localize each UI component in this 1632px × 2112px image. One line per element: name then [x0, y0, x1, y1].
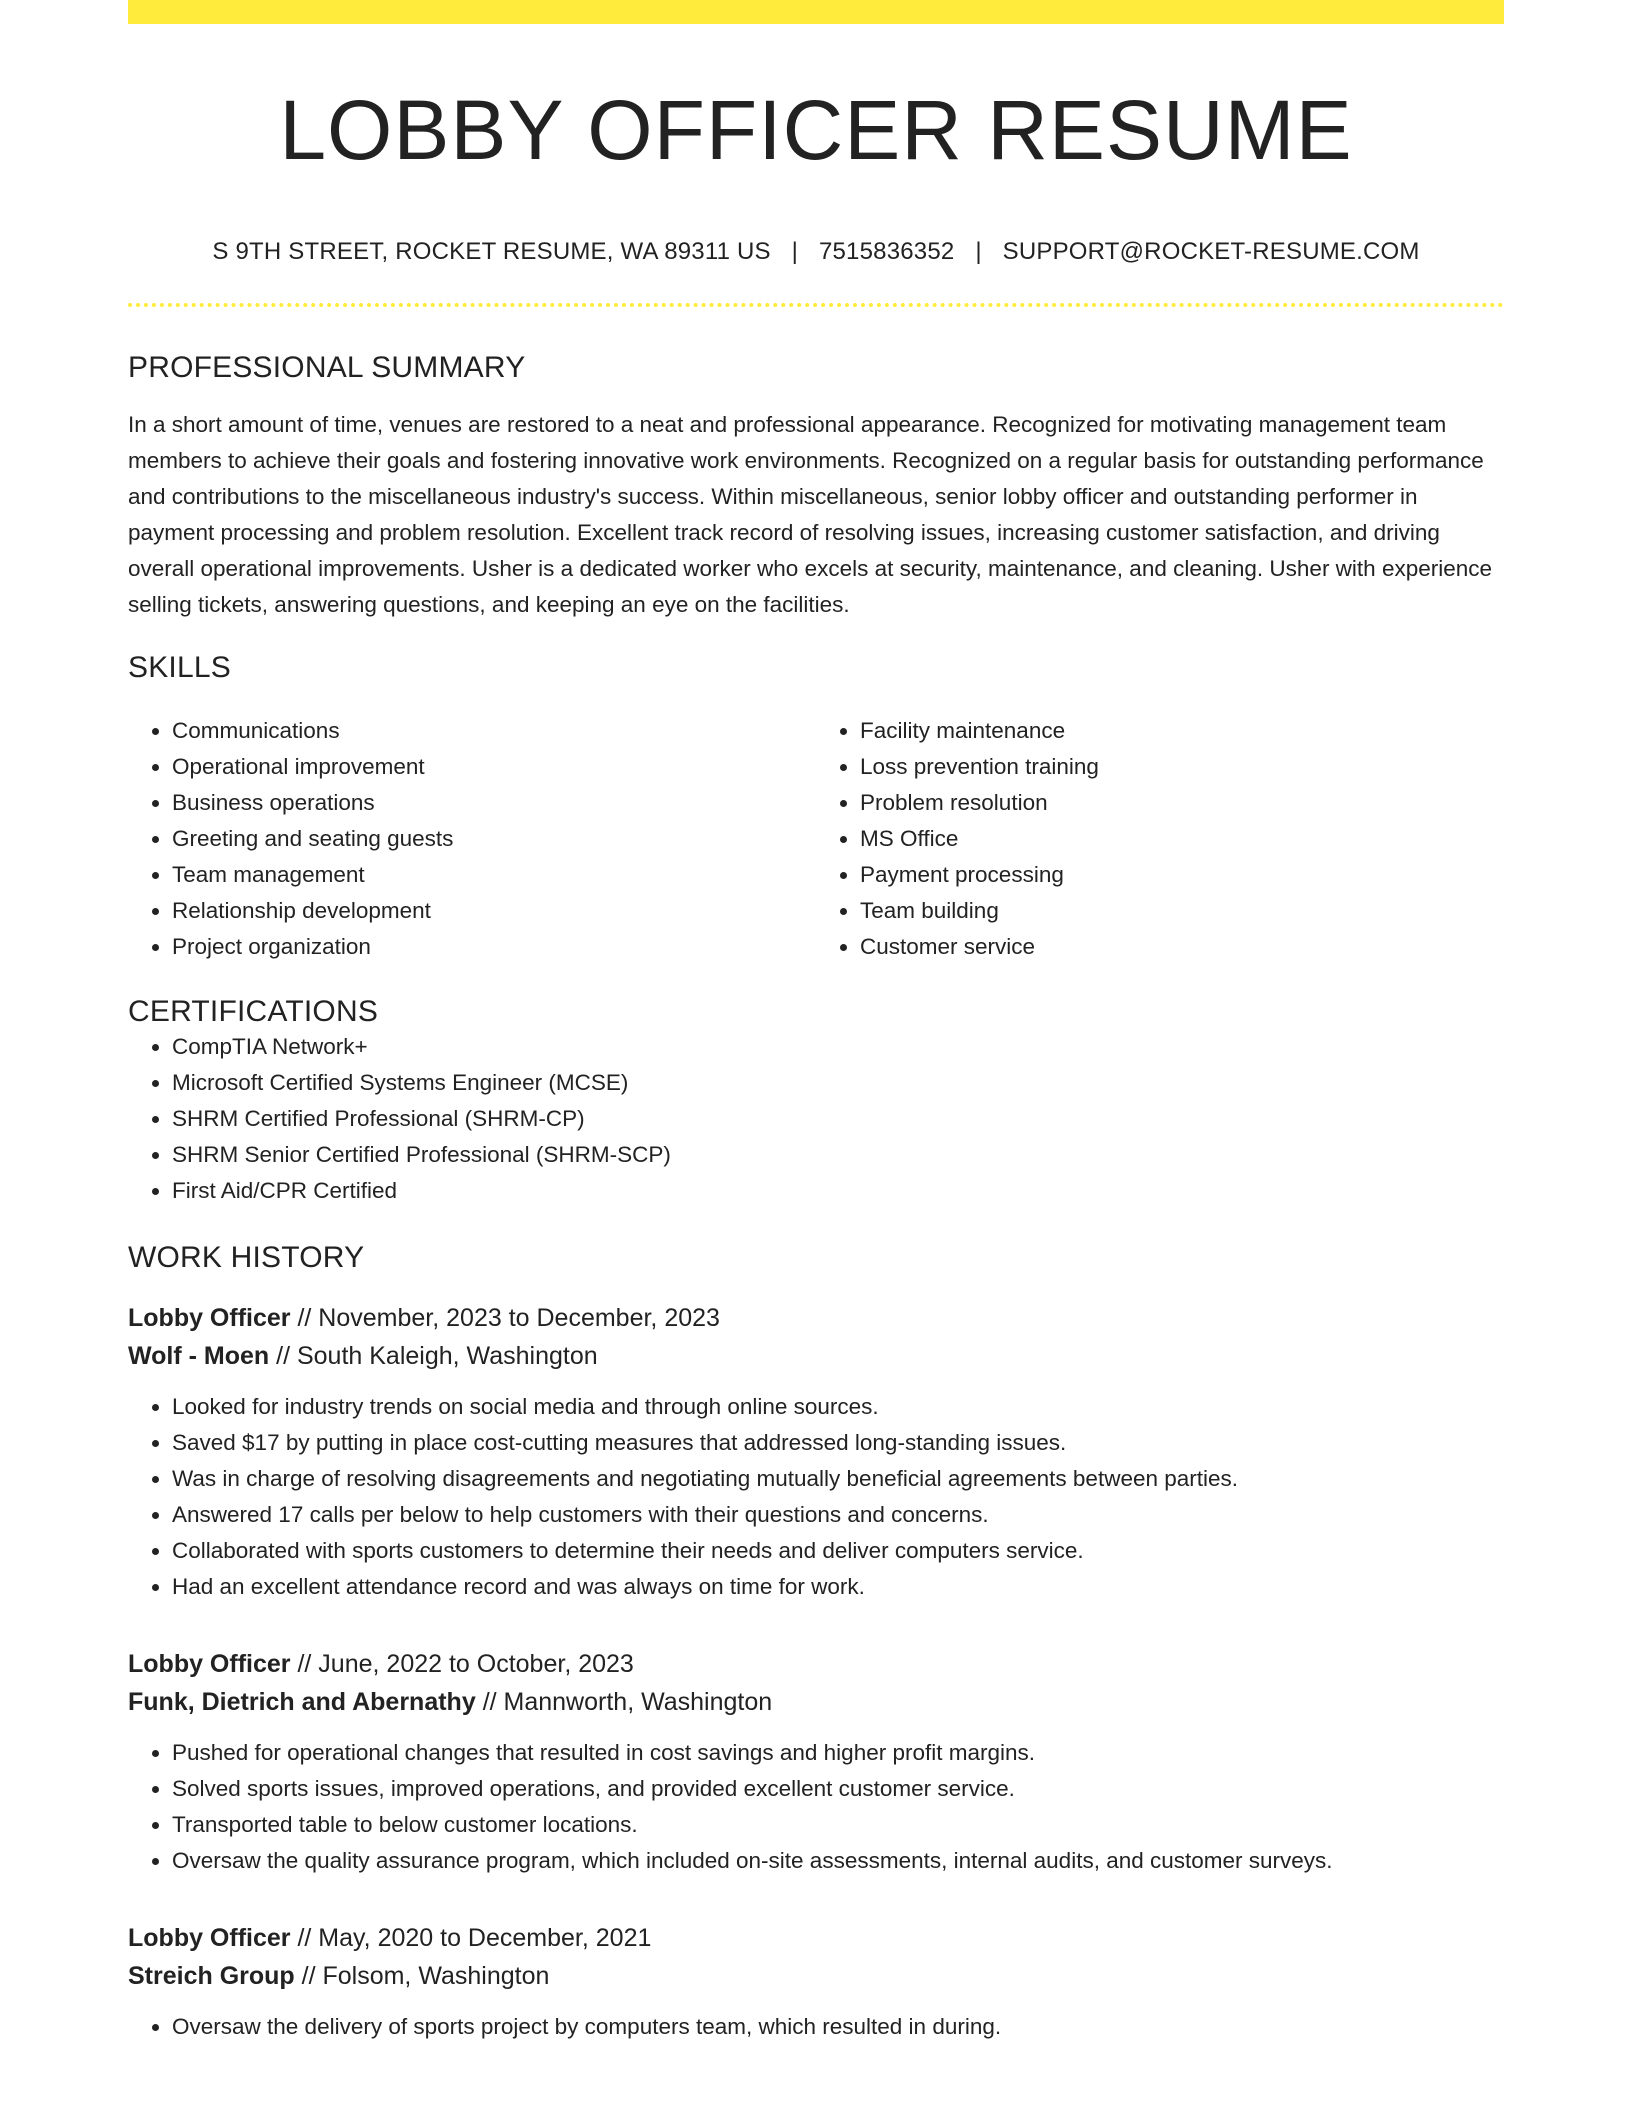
resume-page	[128, 0, 1504, 2112]
job-bullets	[128, 1389, 1504, 1605]
job-bullet: • Oversaw the delivery of sports project by computers team, which resulted in during.	[172, 2009, 1504, 2045]
job-dates: // June, 2022 to October, 2023	[297, 1650, 634, 1679]
summary-text: In a short amount of time, venues are restored to a neat and professional appearance. Recognized for motivating management team members to achieve their goals and fostering innovative work environments. Recognized on a regular basis for outstanding performance and contributions to the miscellaneous industry's success. Within miscellaneous, senior lobby officer and outstanding performer in payment processing and problem resolution. Excellent track record of resolving issues, increasing customer satisfaction, and driving overall operational improvements. Usher is a dedicated worker who excels at security, maintenance, and cleaning. Usher with experience selling tickets, answering questions, and keeping an eye on the facilities.	[128, 412, 1493, 618]
job-entry	[128, 1919, 1504, 2045]
job-dates: // November, 2023 to December, 2023	[297, 1304, 720, 1333]
certification-item: • Microsoft Certified Systems Engineer (MCSE)	[172, 1065, 1504, 1101]
skill-item: • Team building	[860, 893, 1504, 929]
skill-item: • Team management	[172, 857, 816, 893]
certification-item: • SHRM Certified Professional (SHRM-CP)	[172, 1101, 1504, 1137]
skills-heading: SKILLS	[128, 651, 231, 685]
certification-item: • CompTIA Network+	[172, 1029, 1504, 1065]
job-entry	[128, 1645, 1504, 1879]
job-bullets	[128, 1735, 1504, 1879]
contact-line	[128, 238, 1504, 267]
skill-item: • Problem resolution	[860, 785, 1504, 821]
job-title-line	[128, 1645, 1504, 1683]
accent-top-bar	[128, 0, 1504, 24]
job-company: Streich Group	[128, 1962, 295, 1991]
job-dates: // May, 2020 to December, 2021	[297, 1924, 652, 1953]
job-bullet: • Transported table to below customer locations.	[172, 1807, 1504, 1843]
dotted-divider	[128, 303, 1504, 307]
job-location: // South Kaleigh, Washington	[276, 1342, 598, 1371]
job-title: Lobby Officer	[128, 1924, 291, 1953]
job-title: Lobby Officer	[128, 1650, 291, 1679]
skill-item: • Facility maintenance	[860, 713, 1504, 749]
contact-separator: |	[791, 238, 799, 266]
job-company-line	[128, 1957, 1504, 1995]
job-bullet: • Pushed for operational changes that resulted in cost savings and higher profit margins.	[172, 1735, 1504, 1771]
skills-left-list	[128, 713, 816, 965]
job-bullets	[128, 2009, 1504, 2045]
skill-item: • Greeting and seating guests	[172, 821, 816, 857]
job-title: Lobby Officer	[128, 1304, 291, 1333]
job-company: Wolf - Moen	[128, 1342, 270, 1371]
job-company-line	[128, 1337, 1504, 1375]
certifications-list	[128, 1029, 1504, 1209]
job-bullet: • Solved sports issues, improved operations, and provided excellent customer service.	[172, 1771, 1504, 1807]
job-title-line	[128, 1299, 1504, 1337]
work-history-heading: WORK HISTORY	[128, 1241, 365, 1275]
job-location: // Mannworth, Washington	[482, 1688, 773, 1717]
skill-item: • Relationship development	[172, 893, 816, 929]
job-title-line	[128, 1919, 1504, 1957]
contact-phone: 7515836352	[818, 238, 955, 266]
skills-right-list	[816, 713, 1504, 965]
skill-item: • Communications	[172, 713, 816, 749]
job-bullet: • Was in charge of resolving disagreements and negotiating mutually beneficial agreements between parties.	[172, 1461, 1504, 1497]
certifications-heading: CERTIFICATIONS	[128, 995, 379, 1029]
skill-item: • Business operations	[172, 785, 816, 821]
page-title: LOBBY OFFICER RESUME	[279, 83, 1353, 177]
job-bullet: • Had an excellent attendance record and was always on time for work.	[172, 1569, 1504, 1605]
certification-item: • SHRM Senior Certified Professional (SHRM-SCP)	[172, 1137, 1504, 1173]
skill-item: • Customer service	[860, 929, 1504, 965]
skill-item: • MS Office	[860, 821, 1504, 857]
skills-grid	[128, 713, 1504, 965]
job-bullet: • Answered 17 calls per below to help customers with their questions and concerns.	[172, 1497, 1504, 1533]
contact-address: S 9TH STREET, ROCKET RESUME, WA 89311 US	[212, 238, 771, 266]
contact-separator: |	[975, 238, 982, 266]
job-location: // Folsom, Washington	[301, 1962, 550, 1991]
skill-item: • Operational improvement	[172, 749, 816, 785]
skill-item: • Project organization	[172, 929, 816, 965]
job-bullet: • Saved $17 by putting in place cost-cutting measures that addressed long-standing issues.	[172, 1425, 1504, 1461]
job-bullet: • Looked for industry trends on social media and through online sources.	[172, 1389, 1504, 1425]
contact-email: SUPPORT@ROCKET-RESUME.COM	[1002, 238, 1420, 266]
job-company-line	[128, 1683, 1504, 1721]
summary-heading: PROFESSIONAL SUMMARY	[128, 351, 526, 385]
job-bullet: • Oversaw the quality assurance program, which included on-site assessments, internal audits, and customer surveys.	[172, 1843, 1504, 1879]
skill-item: • Loss prevention training	[860, 749, 1504, 785]
job-entry	[128, 1299, 1504, 1605]
job-company: Funk, Dietrich and Abernathy	[128, 1688, 476, 1717]
certification-item: • First Aid/CPR Certified	[172, 1173, 1504, 1209]
job-bullet: • Collaborated with sports customers to determine their needs and deliver computers service.	[172, 1533, 1504, 1569]
skill-item: • Payment processing	[860, 857, 1504, 893]
